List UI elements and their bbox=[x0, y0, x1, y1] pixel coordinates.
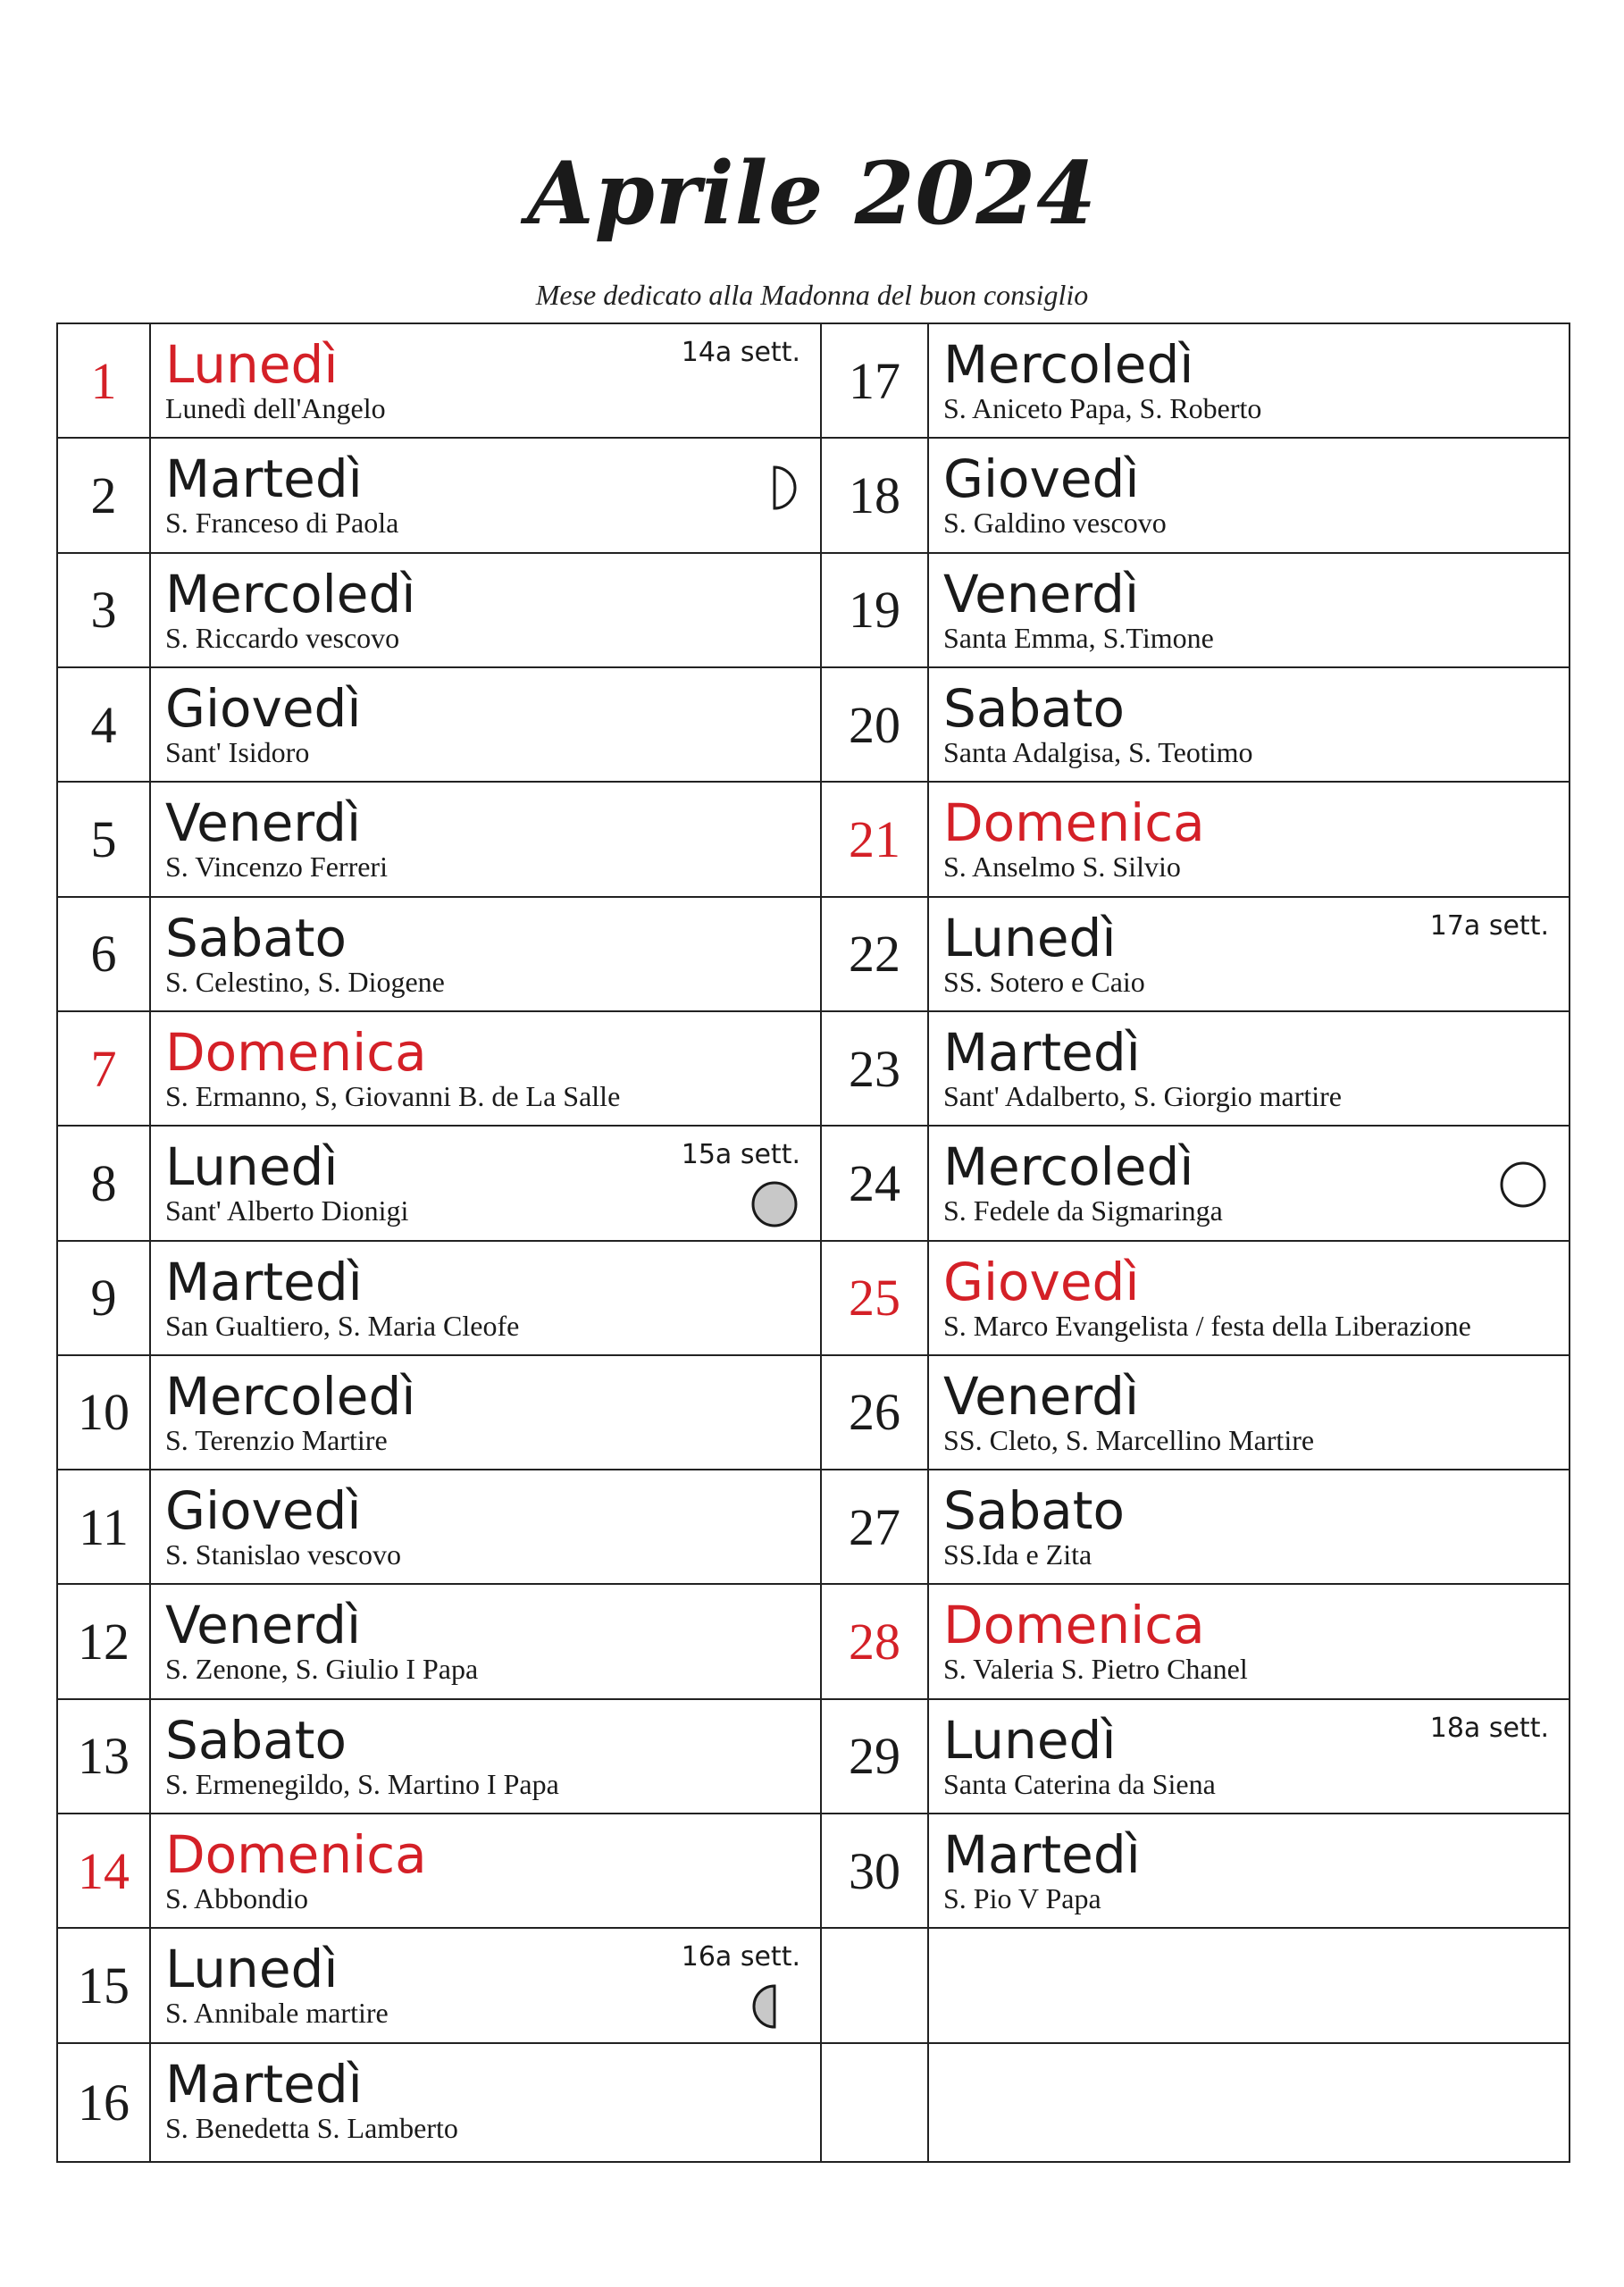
day-number: 13 bbox=[58, 1700, 151, 1813]
day-info bbox=[929, 554, 1569, 666]
weekday-name: Venerdì bbox=[943, 1365, 1140, 1427]
day-number: 20 bbox=[822, 668, 929, 781]
week-number: 17a sett. bbox=[1429, 909, 1549, 942]
day-row bbox=[822, 554, 1569, 668]
day-info bbox=[151, 1700, 820, 1813]
day-number: 21 bbox=[822, 783, 929, 895]
saint-name: S. Fedele da Sigmaringa bbox=[943, 1194, 1223, 1227]
day-info bbox=[929, 668, 1569, 781]
weekday-name: Giovedì bbox=[165, 1480, 362, 1542]
day-number: 9 bbox=[58, 1242, 151, 1354]
empty-number-cell bbox=[822, 1929, 929, 2041]
day-number: 30 bbox=[822, 1814, 929, 1927]
day-number: 19 bbox=[822, 554, 929, 666]
day-row bbox=[58, 439, 820, 553]
day-number: 11 bbox=[58, 1470, 151, 1583]
day-row bbox=[58, 1242, 820, 1356]
day-info bbox=[151, 554, 820, 666]
day-number: 5 bbox=[58, 783, 151, 895]
week-number: 14a sett. bbox=[681, 337, 800, 368]
page-title: Aprile 2024 bbox=[527, 143, 1097, 244]
empty-row bbox=[822, 1929, 1569, 2043]
saint-name: Sant' Adalberto, S. Giorgio martire bbox=[943, 1079, 1342, 1112]
day-number: 18 bbox=[822, 439, 929, 551]
weekday-name: Lunedì bbox=[943, 907, 1117, 968]
day-row bbox=[822, 1127, 1569, 1241]
day-row bbox=[822, 1585, 1569, 1699]
right-column bbox=[822, 324, 1569, 2161]
day-row bbox=[822, 1242, 1569, 1356]
day-row bbox=[58, 1012, 820, 1127]
saint-name: S. Abbondio bbox=[165, 1882, 309, 1915]
day-info bbox=[151, 439, 820, 551]
first-quarter-moon-icon bbox=[750, 464, 799, 512]
empty-info-cell bbox=[929, 1929, 1569, 2041]
day-row bbox=[822, 1356, 1569, 1470]
day-info bbox=[151, 668, 820, 781]
day-row bbox=[822, 1814, 1569, 1929]
day-info bbox=[151, 1242, 820, 1354]
day-number: 1 bbox=[58, 324, 151, 437]
weekday-name: Lunedì bbox=[943, 1709, 1117, 1771]
saint-name: S. Benedetta S. Lamberto bbox=[165, 2111, 458, 2144]
weekday-name: Giovedì bbox=[943, 448, 1140, 510]
weekday-name: Martedì bbox=[165, 448, 363, 510]
day-number: 27 bbox=[822, 1470, 929, 1583]
day-row bbox=[822, 439, 1569, 553]
weekday-name: Domenica bbox=[165, 1824, 427, 1886]
saint-name: Sant' Alberto Dionigi bbox=[165, 1194, 409, 1227]
new-moon-icon bbox=[750, 1180, 799, 1228]
weekday-name: Lunedì bbox=[165, 334, 339, 395]
last-quarter-moon-icon bbox=[750, 1982, 799, 2031]
weekday-name: Sabato bbox=[943, 1480, 1125, 1542]
empty-info-cell bbox=[929, 2044, 1569, 2161]
day-row bbox=[58, 783, 820, 897]
day-row bbox=[822, 1700, 1569, 1814]
weekday-name: Giovedì bbox=[165, 677, 362, 739]
day-info bbox=[151, 1929, 820, 2041]
weekday-name: Venerdì bbox=[943, 563, 1140, 624]
day-number: 29 bbox=[822, 1700, 929, 1813]
day-number: 4 bbox=[58, 668, 151, 781]
page-subtitle: Mese dedicato alla Madonna del buon consiglio bbox=[535, 279, 1089, 311]
day-info bbox=[151, 1356, 820, 1469]
day-info bbox=[929, 1700, 1569, 1813]
saint-name: Sant' Isidoro bbox=[165, 735, 310, 768]
week-number: 15a sett. bbox=[681, 1139, 800, 1171]
weekday-name: Venerdì bbox=[165, 1595, 362, 1656]
day-info bbox=[929, 1127, 1569, 1239]
weekday-name: Sabato bbox=[165, 907, 347, 968]
day-number: 28 bbox=[822, 1585, 929, 1697]
day-info bbox=[929, 1585, 1569, 1697]
saint-name: S. Franceso di Paola bbox=[165, 507, 399, 540]
day-number: 26 bbox=[822, 1356, 929, 1469]
saint-name: S. Anselmo S. Silvio bbox=[943, 850, 1181, 884]
day-number: 3 bbox=[58, 554, 151, 666]
saint-name: S. Terenzio Martire bbox=[165, 1423, 388, 1456]
day-row bbox=[822, 783, 1569, 897]
day-row bbox=[58, 324, 820, 439]
day-info bbox=[151, 783, 820, 895]
day-row bbox=[58, 1585, 820, 1699]
saint-name: S. Annibale martire bbox=[165, 1997, 389, 2030]
day-number: 14 bbox=[58, 1814, 151, 1927]
day-row bbox=[822, 898, 1569, 1012]
weekday-name: Domenica bbox=[165, 1021, 427, 1083]
empty-row bbox=[822, 2044, 1569, 2161]
day-row bbox=[58, 2044, 820, 2161]
weekday-name: Sabato bbox=[943, 677, 1125, 739]
full-moon-icon bbox=[1499, 1160, 1547, 1209]
week-number: 16a sett. bbox=[681, 1941, 800, 1973]
day-number: 12 bbox=[58, 1585, 151, 1697]
day-row bbox=[58, 1700, 820, 1814]
weekday-name: Sabato bbox=[165, 1709, 347, 1771]
weekday-name: Martedì bbox=[165, 2053, 363, 2115]
day-info bbox=[151, 324, 820, 437]
weekday-name: Venerdì bbox=[165, 792, 362, 854]
day-number: 15 bbox=[58, 1929, 151, 2041]
weekday-name: Lunedì bbox=[165, 1939, 339, 2000]
saint-name: Lunedì dell'Angelo bbox=[165, 392, 386, 424]
day-number: 24 bbox=[822, 1127, 929, 1239]
day-row bbox=[822, 1012, 1569, 1127]
day-number: 22 bbox=[822, 898, 929, 1010]
day-info bbox=[929, 324, 1569, 437]
day-row bbox=[58, 668, 820, 783]
saint-name: SS. Cleto, S. Marcellino Martire bbox=[943, 1423, 1315, 1456]
saint-name: S. Galdino vescovo bbox=[943, 507, 1167, 540]
saint-name: S. Valeria S. Pietro Chanel bbox=[943, 1653, 1248, 1686]
weekday-name: Mercoledì bbox=[943, 1136, 1194, 1198]
day-info bbox=[929, 1012, 1569, 1125]
saint-name: S. Aniceto Papa, S. Roberto bbox=[943, 392, 1262, 424]
saint-name: S. Zenone, S. Giulio I Papa bbox=[165, 1653, 479, 1686]
day-number: 8 bbox=[58, 1127, 151, 1239]
day-row bbox=[58, 1929, 820, 2043]
day-info bbox=[151, 2044, 820, 2161]
day-info bbox=[929, 783, 1569, 895]
day-info bbox=[929, 1242, 1569, 1354]
day-row bbox=[58, 554, 820, 668]
weekday-name: Mercoledì bbox=[165, 563, 416, 624]
weekday-name: Martedì bbox=[943, 1824, 1141, 1886]
empty-number-cell bbox=[822, 2044, 929, 2161]
week-number: 18a sett. bbox=[1429, 1712, 1549, 1744]
saint-name: S. Ermenegildo, S. Martino I Papa bbox=[165, 1767, 559, 1800]
day-number: 23 bbox=[822, 1012, 929, 1125]
day-info bbox=[929, 898, 1569, 1010]
day-number: 16 bbox=[58, 2044, 151, 2161]
day-info bbox=[151, 898, 820, 1010]
day-row bbox=[58, 898, 820, 1012]
day-info bbox=[929, 1470, 1569, 1583]
saint-name: S. Ermanno, S, Giovanni B. de La Salle bbox=[165, 1079, 621, 1112]
weekday-name: Domenica bbox=[943, 1595, 1205, 1656]
day-number: 2 bbox=[58, 439, 151, 551]
day-number: 10 bbox=[58, 1356, 151, 1469]
day-number: 6 bbox=[58, 898, 151, 1010]
saint-name: San Gualtiero, S. Maria Cleofe bbox=[165, 1309, 520, 1342]
weekday-name: Domenica bbox=[943, 792, 1205, 854]
weekday-name: Giovedì bbox=[943, 1251, 1140, 1312]
day-info bbox=[151, 1585, 820, 1697]
day-info bbox=[151, 1012, 820, 1125]
calendar-grid bbox=[56, 323, 1570, 2163]
day-row bbox=[58, 1814, 820, 1929]
day-number: 7 bbox=[58, 1012, 151, 1125]
day-number: 25 bbox=[822, 1242, 929, 1354]
day-row bbox=[822, 324, 1569, 439]
weekday-name: Lunedì bbox=[165, 1136, 339, 1198]
weekday-name: Martedì bbox=[943, 1021, 1141, 1083]
saint-name: Santa Adalgisa, S. Teotimo bbox=[943, 735, 1253, 768]
saint-name: Santa Caterina da Siena bbox=[943, 1767, 1216, 1800]
weekday-name: Mercoledì bbox=[165, 1365, 416, 1427]
day-info bbox=[929, 1814, 1569, 1927]
saint-name: S. Stanislao vescovo bbox=[165, 1538, 401, 1571]
saint-name: S. Pio V Papa bbox=[943, 1882, 1101, 1915]
weekday-name: Martedì bbox=[165, 1251, 363, 1312]
weekday-name: Mercoledì bbox=[943, 334, 1194, 395]
saint-name: S. Riccardo vescovo bbox=[165, 621, 400, 654]
saint-name: Santa Emma, S.Timone bbox=[943, 621, 1214, 654]
day-row bbox=[58, 1470, 820, 1585]
day-info bbox=[151, 1470, 820, 1583]
day-row bbox=[58, 1127, 820, 1241]
day-row bbox=[822, 1470, 1569, 1585]
day-row bbox=[822, 668, 1569, 783]
saint-name: S. Marco Evangelista / festa della Liberazione bbox=[943, 1309, 1471, 1342]
saint-name: SS. Sotero e Caio bbox=[943, 965, 1145, 998]
day-info bbox=[929, 1356, 1569, 1469]
day-number: 17 bbox=[822, 324, 929, 437]
left-column bbox=[58, 324, 822, 2161]
day-info bbox=[151, 1127, 820, 1239]
day-info bbox=[929, 439, 1569, 551]
saint-name: S. Celestino, S. Diogene bbox=[165, 965, 445, 998]
saint-name: S. Vincenzo Ferreri bbox=[165, 850, 388, 884]
day-info bbox=[151, 1814, 820, 1927]
day-row bbox=[58, 1356, 820, 1470]
saint-name: SS.Ida e Zita bbox=[943, 1538, 1092, 1571]
